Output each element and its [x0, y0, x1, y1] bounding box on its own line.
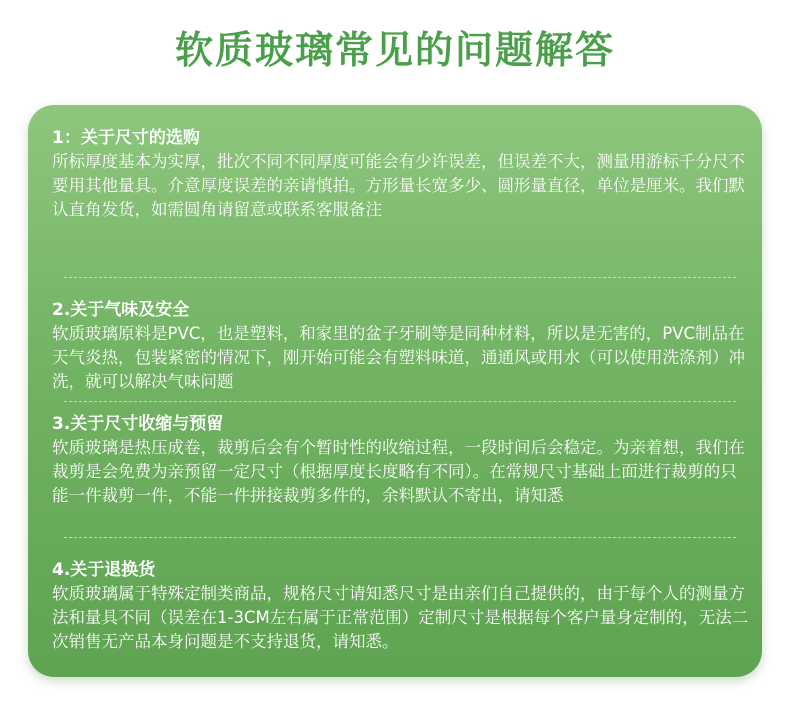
- faq-section-returns: [52, 557, 752, 654]
- faq-body: 所标厚度基本为实厚，批次不同不同厚度可能会有少许误差，但误差不大，测量用游标千分尺不要用其他量具。介意厚度误差的亲请慎拍。方形量长宽多少、圆形量直径，单位是厘米。我们默认直角发货，如需圆角请留意或联系客服备注: [52, 152, 745, 219]
- faq-section-shrinkage: [52, 411, 752, 508]
- page-title: 软质玻璃常见的问题解答: [174, 28, 615, 72]
- faq-section-odor-safety: [52, 297, 752, 394]
- faq-heading: 1：关于尺寸的选购: [52, 128, 200, 148]
- faq-body: 软质玻璃属于特殊定制类商品，规格尺寸请知悉尺寸是由亲们自己提供的，由于每个人的测量方法和量具不同（误差在1-3CM左右属于正常范围）定制尺寸是根据每个客户量身定制的，无法二次销售无产品本身问题是不支持退货，请知悉。: [52, 584, 749, 651]
- faq-body: 软质玻璃原料是PVC，也是塑料，和家里的盆子牙刷等是同种材料，所以是无害的，PVC制品在天气炎热，包装紧密的情况下，刚开始可能会有塑料味道，通通风或用水（可以使用洗涤剂）冲洗，就可以解决气味问题: [52, 324, 745, 391]
- section-divider: [64, 401, 736, 402]
- faq-body: 软质玻璃是热压成卷，裁剪后会有个暂时性的收缩过程，一段时间后会稳定。为亲着想，我们在裁剪是会免费为亲预留一定尺寸（根据厚度长度略有不同）。在常规尺寸基础上面进行裁剪的只能一件裁剪一件，不能一件拼接裁剪多件的，余料默认不寄出，请知悉: [52, 438, 745, 505]
- faq-heading: 4.关于退换货: [52, 560, 156, 580]
- faq-panel: [28, 105, 762, 677]
- section-divider: [64, 277, 736, 278]
- faq-heading: 3.关于尺寸收缩与预留: [52, 414, 224, 434]
- section-divider: [64, 537, 736, 538]
- faq-heading: 2.关于气味及安全: [52, 300, 190, 320]
- faq-section-size-selection: [52, 125, 752, 222]
